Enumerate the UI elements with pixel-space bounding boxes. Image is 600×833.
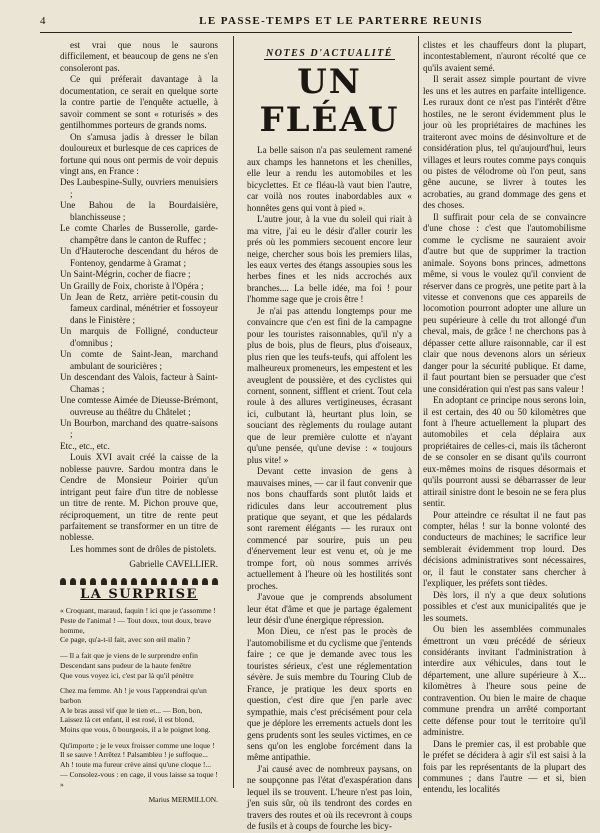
list-item: Un Saint-Mégrin, cocher de fiacre ; xyxy=(60,269,191,280)
poem-line: — Il a fait que je viens de le surprendre enfin xyxy=(60,651,198,661)
list-item: Un Jean de Retz, arrière petit-cousin du fameux cardinal, ménétrier et fossoyeur dans le Finistère ; xyxy=(60,291,218,325)
paragraph: Louis XVI avait créé la caisse de la noblesse pauvre. Sardou montra dans le Cendre de Monsieur Poirier qu'un intrigant peut faire d'un titre de noblesse un titre de rente. M. Pichon prouve que, réciproquement, un titre de rente peut parfaitement se transformer en un titre de noblesse. xyxy=(60,452,218,543)
section-heading xyxy=(247,48,412,59)
poem xyxy=(60,606,218,805)
page-number: 4 xyxy=(40,15,46,27)
paragraph: En adoptant ce principe nous serons loin, il est certain, des 40 ou 50 kilomètres que font à l'heure actuellement la plupart des automobiles et cela déplaira aux propriétaires de celles-ci, mais ils tâcheront de se consoler en se disant qu'ils courront eux-mêmes moins de risques désormais et qu'ils pourront aussi se débarrasser de leur attirail sinistre dont le besoin ne se fera plus sentir. xyxy=(423,395,586,509)
paragraph: Je n'ai pas attendu longtemps pour me convaincre que c'en est fini de la campagne pour les touristes raisonnables, qu'il n'y a plus de bois, plus de fleurs, plus d'oiseaux, plus rien que les teufs-teufs, qui affolent les malheureux promeneurs, les empestent et les aveuglent de poussière, et des cyclistes qui cornent, sonnent, sifflent et crient. Tout cela roule à des allures vertigineuses, écrasant ici, culbutant là, heurtant plus loin, se souciant des règlements du roulage autant que de leur première culotte et n'ayant qu'une pensée, qu'une devise : « toujours plus vite! » xyxy=(247,305,412,465)
section-heading-text: NOTES D'ACTUALITÉ xyxy=(266,48,393,59)
paragraph: J'ai causé avec de nombreux paysans, on ne soupçonne pas l'état d'exaspération dans lequel ils se trouvent. L'heure n'est pas loin, j'en suis sûr, où ils tendront des cordes en travers des routes et où ils recevront à coups de fusils et à coups de fourche les bicy- xyxy=(247,763,412,832)
poem-line: Ce page, qu'a-t-il fait, avec son œil malin ? xyxy=(60,635,191,645)
paragraph: Dès lors, il n'y a que deux solutions possibles et c'est aux municipalités que je les soumets. xyxy=(423,589,586,623)
paragraph: On s'amusa jadis à dresser le bilan douloureux et burlesque de ces caprices de fortune qui nous ont permis de voir depuis vingt ans, en France : xyxy=(60,131,218,176)
list-item: Le comte Charles de Busserolle, garde-champêtre dans le canton de Ruffec ; xyxy=(60,223,218,245)
column-middle xyxy=(247,48,412,833)
paragraph: Ce qui préferait davantage à la documentation, ce serait en quelque sorte la contre partie de l'enquête actuelle, à savoir comment se sont « roturisés » des gentilhommes porteurs de grands noms. xyxy=(60,74,218,131)
list-item: Un d'Hauteroche descendant du héros de Fontenoy, gendarme à Gramat ; xyxy=(60,246,218,268)
poem-line: « Croquant, maraud, faquin ! ici que je t'assomme ! xyxy=(60,606,216,616)
column-right xyxy=(423,40,586,796)
column-rule-left xyxy=(233,36,234,788)
paragraph: Devant cette invasion de gens à mauvaises mines, — car il faut convenir que nos bons chauffards sont plutôt laids et ridicules dans leur accoutrement plus pratique que seyant, et que les pédalards sont rarement élégants — les ruraux ont commencé par sourire, puis un peu d'énervement leur est venu et, où je me trompe fort, où nous sommes arrivés actuellement à l'heure où les hostilités sont proches. xyxy=(247,466,412,591)
paragraph: Mon Dieu, ce n'est pas le procès de l'automobilisme et du cyclisme que j'entends faire ; ce que je demande avec tous les touristes sérieux, c'est une réglementation sévère. Je suis membre du Touring Club de France, je pratique les deux sports en question, c'est dire que j'en parle avec sympathie, mais c'est précisément pour cela que je déplore les errements actuels dont les gens prudents sont les seules victimes, en ce sens qu'on les englobe forcément dans la même antipathie. xyxy=(247,626,412,763)
poem-line: Laissez là cet enfant, il est rosé, il est blond, xyxy=(60,715,195,725)
poem-line: Ah ! toute ma fureur crève ainsi qu'une cloque !... xyxy=(60,760,212,770)
poem-line: Que vous voyez ici, c'est par là qu'il pénètre xyxy=(60,670,194,680)
poem-line: Moins que vous, ô bourgeois, il a le poignet long. xyxy=(60,725,211,735)
list-item: Des Laubespine-Sully, ouvriers menuisiers ; xyxy=(60,177,218,199)
paragraph: Ou bien les assemblées communales émettront un vœu précédé de sérieux considérants invitant l'administration à interdire aux véhicules, dans tout le département, une allure supérieure à X... kilomètres à l'heure sous peine de contravention. Ou bien le maire de chaque commune prendra un arrêté comportant cette défense pour tout le territoire qu'il administre. xyxy=(423,624,586,738)
list-item: Un descendant des Valois, facteur à Saint-Chamas ; xyxy=(60,372,218,394)
ornament-divider xyxy=(60,578,218,585)
list-item: Une comtesse Aimée de Dieusse-Brémont, ouvreuse au théâtre du Châtelet ; xyxy=(60,395,218,417)
list-item: Un marquis de Folligné, conducteur d'omnibus ; xyxy=(60,326,218,348)
paragraph: clistes et les chauffeurs dont la plupart, incontestablement, n'auront récolté que ce qu'ils avaient semé. xyxy=(423,40,586,73)
page-header xyxy=(40,14,572,33)
paragraph: J'avoue que je comprends absolument leur état d'âme et que je partage également leur désir d'une énergique répression. xyxy=(247,592,412,626)
poem-line: Qu'importe ; je le veux froisser comme une loque ! xyxy=(60,740,215,750)
poem-line: Chez ma femme. Ah ! je vous l'apprendrai qu'un barbon xyxy=(60,686,207,705)
article-title: UN FLÉAU xyxy=(259,62,400,141)
publication-title: LE PASSE-TEMPS ET LE PARTERRE REUNIS xyxy=(199,15,483,27)
paragraph: Il serait assez simple pourtant de vivre les uns et les autres en parfaite intelligence. Les ruraux dont ce n'est pas l'intérêt d'être hostiles, ne le seront évidemment plus le jour où les propriétaires de machines les traiteront avec moins de désinvolture et de considération plus, tel qu'aujourd'hui, leurs villages et leurs routes comme pays conquis ou pistes de vélodrome où l'on peut, sans gêne aucune, se livrer à toutes les acrobaties, au grand dommage des gens et des choses. xyxy=(423,74,586,211)
column-rule-right xyxy=(418,36,419,788)
paragraph: est vrai que nous le saurons difficilement, et beaucoup de gens ne s'en consoleront pas. xyxy=(60,40,218,73)
paragraph: Dans le premier cas, il est probable que le préfet se décidera à agir s'il est saisi à la fois par les représentants de la plupart des communes ; dans l'autre — et si, bien entendu, les localités xyxy=(423,738,586,795)
paragraph: Il suffirait pour cela de se convaincre d'une chose : c'est que l'automobilisme comme le cyclisme ne sauraient avoir d'autre but que de supprimer la traction animale. Soyons bons princes, admettons même, si vous le voulez qu'il convient de réserver dans ce progrès, une petite part à la vitesse et convenons que ces appareils de locomotion pourront adopter une allure un peu supérieure à celle du trot allongé d'un cheval, mais, de grâce ! ne cherchons pas à dépasser cette allure raisonnable, car il est clair que nous devenons alors un sérieux danger pour la sécurité publique. Et dame, il faut pourtant bien se persuader que c'est une considération qui n'est pas sans valeur ! xyxy=(423,211,586,394)
paragraph: La belle saison n'a pas seulement ramené aux champs les hannetons et les chenilles, elle leur a rendu les automobiles et les bicyclettes. Et ce fléau-là vaut bien l'autre, car voilà nos routes inabordables aux « honnêtes gens qui vont à pied ». xyxy=(247,145,412,213)
poem-title: LA SURPRISE xyxy=(80,586,198,602)
poem-line: — Consolez-vous : en cage, il vous laisse sa toque ! » xyxy=(60,769,218,789)
poem-line: Descendant sans pudeur de la haute fenêtre xyxy=(60,660,192,670)
noble-list xyxy=(60,177,218,452)
paragraph: Pour atteindre ce résultat il ne faut pas compter, hélas ! sur la bonne volonté des conducteurs de machines; le sacrifice leur semblerait évidemment trop lourd. Des décisions administratives sont nécessaires, or, il faut le constater sans chercher à l'expliquer, les préfets sont tièdes. xyxy=(423,509,586,589)
list-item: Etc., etc., etc. xyxy=(60,440,110,451)
column-left xyxy=(60,40,218,805)
article-signature: Gabrielle CAVELLIER. xyxy=(129,559,218,570)
list-item: Un Bourbon, marchand des quatre-saisons ; xyxy=(60,417,218,440)
paragraph: L'autre jour, à la vue du soleil qui riait à ma vitre, j'ai eu le désir d'aller courir les prés où les pommiers secouent encore leur neige, chercher sous bois les premiers lilas, les eaux vertes des étangs assoupies sous les herbes fines et les nids accrochés aux branches.... La belle idée, ma foi ! pour l'homme sage que je crois être ! xyxy=(247,214,412,305)
list-item: Un Grailly de Foix, choriste à l'Opéra ; xyxy=(60,280,204,291)
poem-signature: Marius MERMILLON. xyxy=(148,795,218,805)
list-item: Un comte de Saint-Jean, marchand ambulant de souricières ; xyxy=(60,349,218,371)
poem-line: Il se sauve ! Arrêtez ! Palsambleu ! je suffoque... xyxy=(60,750,208,760)
paragraph: Les hommes sont de drôles de pistolets. xyxy=(70,543,217,554)
poem-line: Peste de l'animal ! — Tout doux, tout doux, brave homme, xyxy=(60,616,212,635)
list-item: Une Bahou de la Bourdaisière, blanchisseuse ; xyxy=(60,200,218,222)
poem-line: A le bras aussi vif que le tien et... — Bon, bon, xyxy=(60,705,203,715)
